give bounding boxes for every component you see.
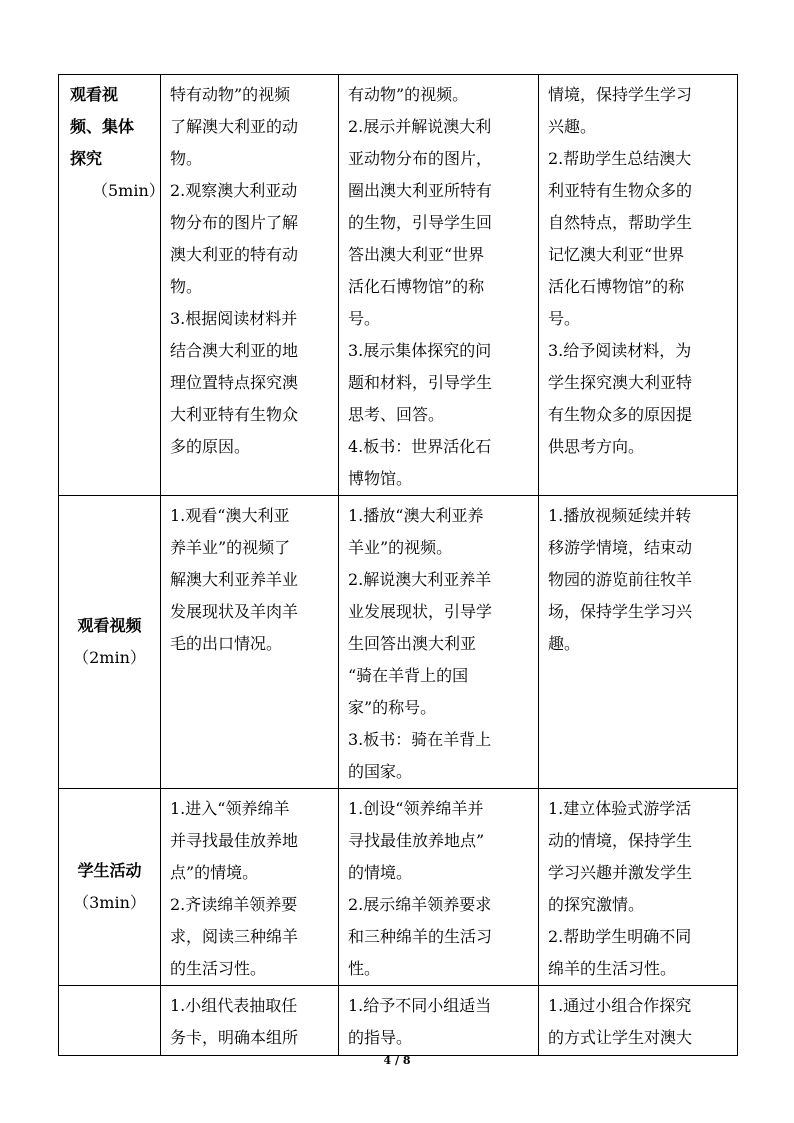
table-row	[59, 986, 738, 1056]
text-line: 求，阅读三种绵羊	[170, 927, 299, 946]
teacher-activity-cell	[339, 986, 539, 1056]
text-line: 物。	[170, 149, 203, 168]
text-line: 学习兴趣并激发学生	[548, 863, 693, 882]
table-row	[59, 496, 738, 789]
text-line: 利亚特有生物众多的	[548, 181, 693, 200]
text-line: 题和材料，引导学生	[348, 373, 493, 392]
text-line: 号。	[348, 309, 381, 328]
text-line: 活化石博物馆”的称	[348, 277, 485, 296]
text-line: 和三种绵羊的生活习	[348, 927, 493, 946]
teacher-activity-cell	[339, 789, 539, 986]
text-line: 2.帮助学生明确不同	[548, 927, 692, 946]
student-activity-cell	[161, 789, 339, 986]
text-line: 1.通过小组合作探究	[548, 996, 692, 1015]
text-line: 3.展示集体探究的问	[348, 341, 492, 360]
text-line: 点”的情境。	[170, 863, 259, 882]
text-line: 活化石博物馆”的称	[548, 277, 685, 296]
text-line: 有生物众多的原因提	[548, 405, 693, 424]
text-line: 1.创设“领养绵羊并	[348, 799, 484, 818]
text-line: 澳大利亚的特有动	[170, 245, 299, 264]
text-line: 的探究激情。	[548, 895, 645, 914]
text-line: 特有动物”的视频	[170, 85, 291, 104]
stage-time: （5min）	[92, 181, 165, 200]
stage-name: 观看视	[70, 85, 119, 104]
text-line: 绵羊的生活习性。	[548, 959, 677, 978]
text-line: 2.观察澳大利亚动	[170, 181, 298, 200]
text-line: 的生活习性。	[170, 959, 267, 978]
stage-name: 观看视频	[77, 616, 142, 635]
text-line: 解澳大利亚养羊业	[170, 570, 299, 589]
text-line: 1.进入“领养绵羊	[170, 799, 290, 818]
text-line: 生回答出澳大利亚	[348, 634, 477, 653]
text-line: 家”的称号。	[348, 698, 437, 717]
text-line: 大利亚特有生物众	[170, 405, 299, 424]
stage-cell	[59, 496, 161, 789]
text-line: 物。	[170, 277, 203, 296]
text-line: 的情境。	[348, 863, 413, 882]
stage-time: （2min）	[73, 648, 146, 667]
text-line: 1.观看“澳大利亚	[170, 506, 290, 525]
student-activity-cell	[161, 986, 339, 1056]
text-line: 1.播放视频延续并转	[548, 506, 692, 525]
text-line: 结合澳大利亚的地	[170, 341, 299, 360]
text-line: 4.板书：世界活化石	[348, 437, 492, 456]
stage-cell	[59, 789, 161, 986]
text-line: 博物馆。	[348, 469, 413, 488]
text-line: 的指导。	[348, 1028, 413, 1047]
text-line: 2.展示绵羊领养要求	[348, 895, 492, 914]
text-line: 1.给予不同小组适当	[348, 996, 492, 1015]
stage-name: 频、集体	[70, 117, 135, 136]
text-line: 1.小组代表抽取任	[170, 996, 298, 1015]
text-line: 兴趣。	[548, 117, 597, 136]
lesson-plan-table	[58, 74, 738, 1056]
text-line: 答出澳大利亚“世界	[348, 245, 485, 264]
text-line: 情境，保持学生学习	[548, 85, 693, 104]
student-activity-cell	[161, 75, 339, 496]
text-line: 思考、回答。	[348, 405, 445, 424]
text-line: 2.齐读绵羊领养要	[170, 895, 298, 914]
text-line: 的国家。	[348, 762, 413, 781]
text-line: 务卡，明确本组所	[170, 1028, 299, 1047]
design-intent-cell	[539, 75, 738, 496]
design-intent-cell	[539, 789, 738, 986]
text-line: 发展现状及羊肉羊	[170, 602, 299, 621]
text-line: 并寻找最佳放养地	[170, 831, 299, 850]
page-number: 4 / 8	[383, 1054, 411, 1067]
design-intent-cell	[539, 496, 738, 789]
text-line: 物分布的图片了解	[170, 213, 299, 232]
text-line: 2.展示并解说澳大利	[348, 117, 492, 136]
student-activity-cell	[161, 496, 339, 789]
text-line: 记忆澳大利亚“世界	[548, 245, 685, 264]
text-line: 了解澳大利亚的动	[170, 117, 299, 136]
text-line: 圈出澳大利亚所特有	[348, 181, 493, 200]
text-line: 自然特点，帮助学生	[548, 213, 693, 232]
table-row	[59, 75, 738, 496]
text-line: 业发展现状，引导学	[348, 602, 493, 621]
text-line: 场，保持学生学习兴	[548, 602, 693, 621]
stage-name: 学生活动	[77, 861, 142, 880]
text-line: 趣。	[548, 634, 581, 653]
text-line: 供思考方向。	[548, 437, 645, 456]
text-line: 移游学情境，结束动	[548, 538, 693, 557]
text-line: “骑在羊背上的国	[348, 666, 469, 685]
text-line: 3.根据阅读材料并	[170, 309, 298, 328]
text-line: 有动物”的视频。	[348, 85, 469, 104]
text-line: 3.板书：骑在羊背上	[348, 730, 492, 749]
design-intent-cell	[539, 986, 738, 1056]
text-line: 多的原因。	[170, 437, 251, 456]
teacher-activity-cell	[339, 496, 539, 789]
text-line: 寻找最佳放养地点”	[348, 831, 485, 850]
table-row	[59, 789, 738, 986]
stage-name: 探究	[70, 149, 103, 168]
text-line: 物园的游览前往牧羊	[548, 570, 693, 589]
text-line: 性。	[348, 959, 381, 978]
text-line: 2.解说澳大利亚养羊	[348, 570, 492, 589]
text-line: 亚动物分布的图片，	[348, 149, 493, 168]
text-line: 毛的出口情况。	[170, 634, 283, 653]
text-line: 羊业”的视频。	[348, 538, 453, 557]
stage-time: （3min）	[73, 893, 146, 912]
text-line: 2.帮助学生总结澳大	[548, 149, 692, 168]
text-line: 的方式让学生对澳大	[548, 1028, 693, 1047]
teacher-activity-cell	[339, 75, 539, 496]
text-line: 3.给予阅读材料，为	[548, 341, 692, 360]
text-line: 养羊业”的视频了	[170, 538, 291, 557]
text-line: 1.播放“澳大利亚养	[348, 506, 484, 525]
stage-cell	[59, 986, 161, 1056]
text-line: 理位置特点探究澳	[170, 373, 299, 392]
text-line: 号。	[548, 309, 581, 328]
stage-cell	[59, 75, 165, 496]
text-line: 1.建立体验式游学活	[548, 799, 692, 818]
text-line: 学生探究澳大利亚特	[548, 373, 693, 392]
text-line: 的生物，引导学生回	[348, 213, 493, 232]
text-line: 动的情境，保持学生	[548, 831, 693, 850]
